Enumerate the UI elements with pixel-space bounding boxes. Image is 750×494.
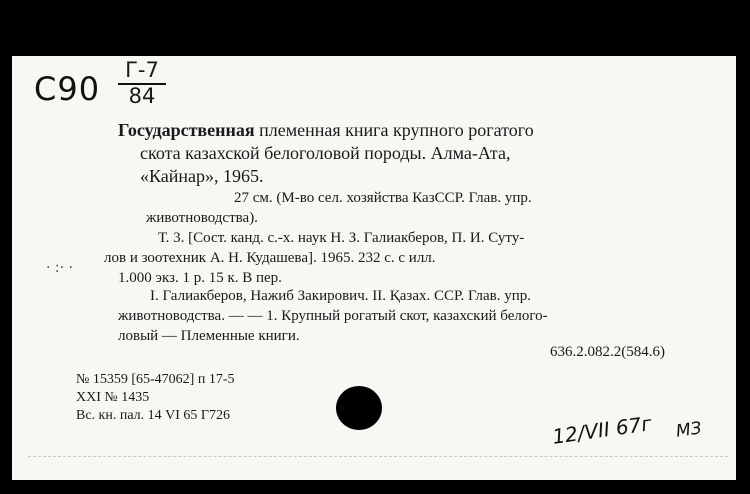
- registry-line-2: XXI № 1435: [76, 390, 150, 405]
- shelf-fraction: [118, 60, 166, 107]
- registry-line-3: Вс. кн. пал. 14 VI 65 Г726: [76, 408, 231, 423]
- title-line-1: [118, 120, 534, 141]
- description-line-5: 1.000 экз. 1 р. 15 к. В пер.: [118, 270, 282, 286]
- subjects-line-2: животноводства. — — 1. Крупный рогатый скот, казахский белого-: [118, 308, 548, 324]
- subjects-line-1: I. Галиакберов, Нажиб Закирович. II. Қазах. ССР. Глав. упр.: [150, 288, 532, 304]
- title-bold: Государственная: [118, 120, 255, 140]
- handwritten-initials: МЗ: [674, 418, 703, 442]
- shelf-code: С90: [34, 70, 101, 108]
- shelf-numerator: Г-7: [125, 58, 159, 82]
- card-bottom-rule: [28, 456, 728, 457]
- registry-line-1: № 15359 [65-47062] п 17-5: [76, 372, 235, 387]
- title-line-2: скота казахской белоголовой породы. Алма-Ата,: [140, 143, 511, 163]
- blot-mark: · :· ·: [46, 260, 73, 276]
- classification-code: 636.2.082.2(584.6): [550, 344, 665, 360]
- punch-hole: [336, 386, 382, 430]
- description-line-3: Т. 3. [Сост. канд. с.-х. наук Н. З. Галиакберов, П. И. Суту-: [158, 230, 525, 246]
- description-line-2: животноводства).: [146, 210, 258, 226]
- description-line-4: лов и зоотехник А. Н. Кудашева]. 1965. 232 с. с илл.: [104, 250, 436, 266]
- title-rest: племенная книга крупного рогатого: [254, 120, 534, 140]
- title-line-3: «Кайнар», 1965.: [140, 166, 264, 186]
- subjects-line-3: ловый — Племенные книги.: [118, 328, 300, 344]
- shelf-denominator: 84: [118, 83, 166, 107]
- description-line-1: 27 см. (М-во сел. хозяйства КазССР. Глав. упр.: [234, 190, 532, 206]
- catalog-card: [12, 56, 736, 480]
- handwritten-date: 12/VII 67г: [550, 411, 654, 449]
